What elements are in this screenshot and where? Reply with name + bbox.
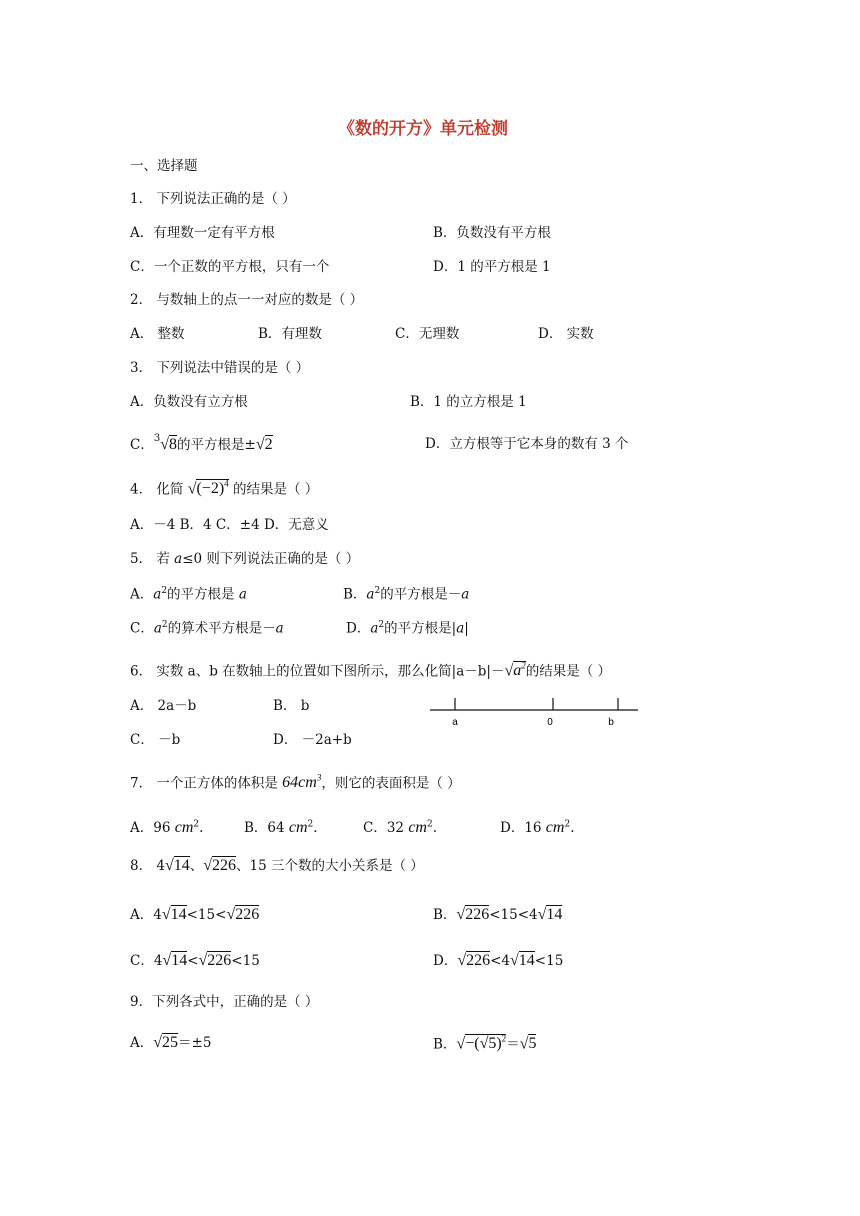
radicand (513, 661, 526, 679)
radical-sign: √ (537, 906, 547, 923)
q9-b-rad-pre: −( (465, 1035, 480, 1053)
q7-stem-post: ，则它的表面积是（ ） (321, 775, 461, 792)
q1-option-d: D．1 的平方根是 1 (433, 259, 551, 275)
q8-sep: 、 (189, 858, 204, 874)
q8-option-b (433, 907, 562, 923)
q5-d-text: 的平方根是| (384, 620, 457, 637)
q5-b-ans: a (461, 586, 470, 603)
section-heading: 一、选择题 (130, 158, 198, 174)
radical-sign: √ (160, 436, 169, 453)
q7-option-c: C．32 $cm^2$. (363, 819, 437, 836)
q5-c-text: 的算术平方根是－ (167, 620, 276, 637)
q3-option-a: A．负数没有立方根 (130, 394, 248, 410)
q5-stem-pre: 5． 若 (130, 551, 175, 567)
q3-option-d: D．立方根等于它本身的数有 3 个 (425, 436, 629, 452)
q8-d-pre: D． (433, 953, 458, 969)
radical-sign: √ (226, 906, 236, 923)
q2-option-c: C．无理数 (395, 326, 460, 342)
radicand: 226 (207, 952, 232, 969)
radicand: 226 (235, 906, 260, 923)
q7-stem-pre: 7． 一个正方体的体积是 (130, 775, 283, 792)
radical-sign: √ (456, 1035, 466, 1053)
q9-option-b (433, 1035, 536, 1052)
radicand: 14 (170, 906, 187, 923)
radical-sign: √ (255, 436, 265, 453)
exponent: 2 (193, 819, 200, 830)
q6-option-b: B． b (273, 698, 310, 714)
q8-c-pre: C．4 (130, 953, 163, 969)
radicand: 14 (546, 906, 563, 923)
unit-cm: cm (174, 819, 194, 836)
q9-a-post: ＝±5 (178, 1035, 212, 1051)
q5-d-end: | (464, 620, 469, 637)
q4-stem-post: 的结果是（ ） (232, 481, 319, 498)
page-title: 《数的开方》单元检测 (338, 119, 508, 139)
q9-b-eq: ＝ (506, 1036, 520, 1053)
q8-b-mid: <15<4 (489, 907, 538, 923)
q8-c-mid: < (187, 953, 199, 969)
exponent: 2 (521, 661, 526, 671)
q1-stem: 1． 下列说法正确的是（ ） (130, 191, 296, 207)
q6-option-c: C． －b (130, 732, 181, 748)
q3-option-b: B．1 的立方根是 1 (410, 394, 527, 410)
q5-option-d: D．$a^2$的平方根是|a| (346, 620, 469, 637)
radical-sign: √ (504, 662, 514, 680)
q7-a: A．96 (130, 820, 175, 836)
q6-stem-text: 6． 实数 a、b 在数轴上的位置如下图所示，那么化简|a－b|－ (130, 663, 505, 680)
q5-a-ans: a (238, 586, 247, 603)
q8-a-pre: A．4 (130, 907, 162, 923)
q5-option-a: A．$a^2$的平方根是 a (130, 586, 247, 603)
q9-b-pre: B． (433, 1036, 457, 1053)
q4-options: A．－4 B．4 C．±4 D．无意义 (130, 517, 329, 533)
q6-stem (130, 662, 611, 679)
q8-stem (130, 858, 424, 874)
radical-sign: √ (479, 1035, 489, 1053)
q8-d-end: <15 (534, 953, 564, 969)
exponent: 2 (426, 819, 433, 830)
label-a: a (452, 717, 458, 728)
q8-option-d (433, 953, 563, 969)
radical-sign: √ (162, 952, 172, 969)
radicand: 14 (171, 952, 188, 969)
q7-d: D．16 (500, 820, 546, 836)
q2-option-a: A． 整数 (130, 326, 185, 342)
radicand: 5 (528, 1035, 537, 1053)
q1-option-a: A．有理数一定有平方根 (130, 225, 275, 241)
radicand: 226 (212, 857, 237, 874)
radicand: 226 (466, 952, 491, 969)
radical-sign: √ (164, 857, 174, 874)
q7-vol: 64cm (282, 774, 317, 792)
radicand: 2 (264, 436, 273, 453)
q5-option-b: B．$a^2$的平方根是－a (343, 586, 470, 603)
unit-cm: cm (408, 819, 427, 836)
unit-cm: cm (288, 819, 308, 836)
q7-option-a: A．96 $cm^2$. (130, 819, 204, 836)
radical-sign: √ (510, 952, 519, 969)
radicand (196, 479, 228, 497)
q8-a-mid: <15< (186, 907, 227, 923)
q9-option-a (130, 1035, 211, 1051)
q7-option-b: B．64 $cm^2$. (244, 819, 318, 836)
radical-sign: √ (161, 906, 171, 923)
exponent: 4 (224, 479, 229, 489)
q4-stem-pre: 4． 化简 (130, 481, 184, 498)
q7-volume (282, 774, 321, 791)
q5-var: a (174, 551, 183, 567)
exponent: 2 (564, 819, 571, 830)
q4-radicand: (−2) (196, 480, 225, 498)
q7-c: C．32 (363, 820, 409, 836)
radicand: 14 (518, 952, 535, 969)
q3-c-mid: 的平方根是± (177, 437, 256, 453)
q8-option-c (130, 953, 260, 969)
q5-d-ans: a (456, 620, 465, 637)
label-b: b (608, 717, 614, 728)
q6-option-d: D． －2a+b (273, 732, 352, 748)
q4-stem (130, 480, 318, 497)
q8-stem-pre: 8． 4 (130, 858, 165, 874)
q5-a-text: 的平方根是 (167, 586, 239, 603)
radical-sign: √ (519, 1035, 529, 1053)
radicand: 8 (169, 436, 177, 453)
q8-option-a (130, 907, 259, 923)
cube-root-index: 3 (153, 433, 161, 444)
q2-option-d: D． 实数 (538, 326, 594, 342)
exponent: 2 (307, 819, 314, 830)
q5-c-ans: a (275, 620, 284, 637)
radical-sign: √ (153, 1034, 163, 1051)
radical-sign: √ (456, 906, 466, 923)
q9-b-rad-post: ) (496, 1035, 502, 1053)
q5-b-text: 的平方根是－ (380, 586, 462, 603)
q8-c-end: <15 (231, 953, 260, 969)
radicand: 226 (465, 906, 490, 923)
unit-cm: cm (545, 819, 565, 836)
q6-option-a: A． 2a－b (130, 698, 197, 714)
q5-stem (130, 553, 359, 567)
q2-stem: 2． 与数轴上的点一一对应的数是（ ） (130, 292, 364, 308)
q3-option-c (130, 434, 273, 453)
radicand: 5 (488, 1035, 497, 1053)
q7-b: B．64 (244, 820, 289, 836)
radical-sign: √ (203, 857, 213, 874)
q3-c-label: C． (130, 437, 154, 453)
q5-option-c: C．$a^2$的算术平方根是－a (130, 620, 284, 637)
q5-stem-post: ≤0 则下列说法正确的是（ ） (182, 551, 360, 567)
q8-b-pre: B． (433, 907, 457, 923)
exponent: 2 (501, 1034, 507, 1044)
q9-a-pre: A． (130, 1035, 154, 1051)
q9-stem: 9．下列各式中，正确的是（ ） (130, 994, 319, 1010)
q1-option-c: C．一个正数的平方根，只有一个 (130, 259, 330, 275)
radicand: 25 (162, 1034, 179, 1051)
radical-sign: √ (457, 952, 467, 969)
q7-option-d: D．16 $cm^2$. (500, 819, 575, 836)
q8-stem-post: 、15 三个数的大小关系是（ ） (236, 858, 424, 874)
label-zero: 0 (547, 717, 553, 728)
q6-radicand: a (513, 662, 522, 680)
radical-sign: √ (198, 952, 208, 969)
q6-stem-post: 的结果是（ ） (525, 663, 612, 680)
number-line (428, 694, 643, 728)
q1-option-b: B．负数没有平方根 (433, 225, 551, 241)
q8-d-mid: <4 (490, 953, 511, 969)
radicand: 14 (173, 857, 190, 874)
q7-stem (130, 774, 461, 791)
q2-option-b: B．有理数 (258, 326, 322, 342)
exponent: 3 (316, 773, 322, 783)
radicand (465, 1034, 506, 1052)
radical-sign: √ (187, 480, 197, 498)
q3-stem: 3． 下列说法中错误的是（ ） (130, 360, 310, 376)
